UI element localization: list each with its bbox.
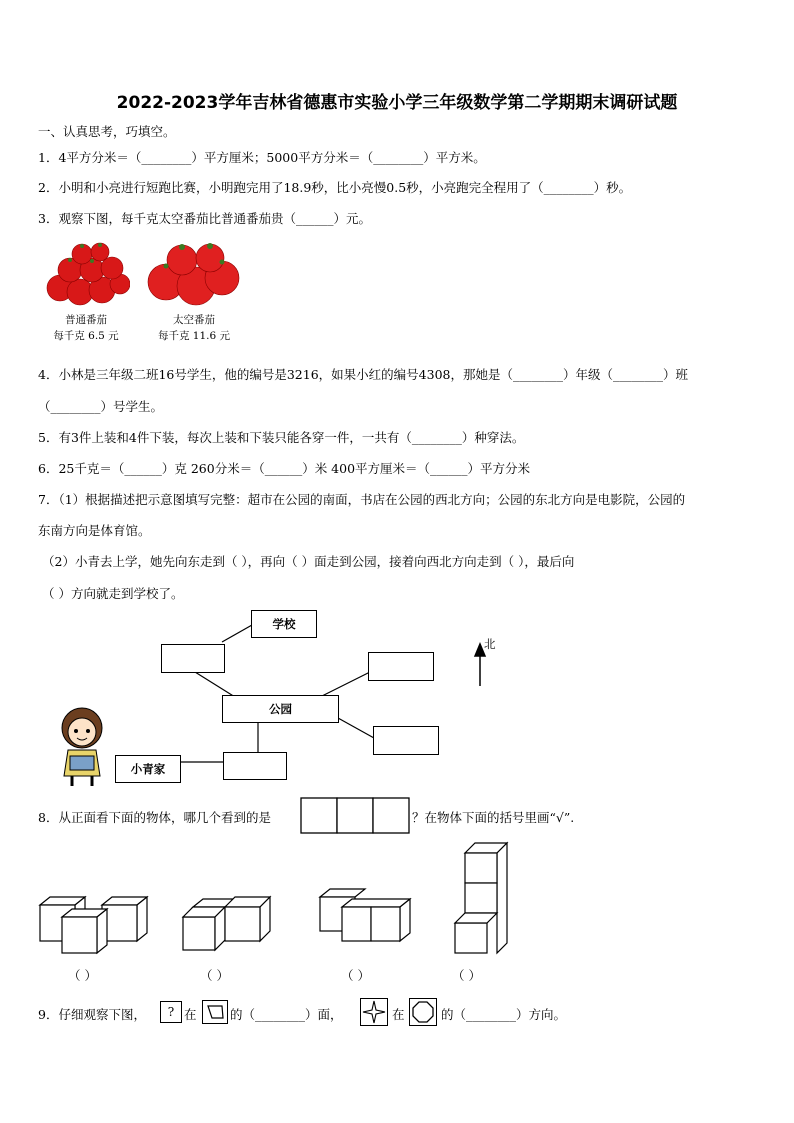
answer-blank-figure-1[interactable]: （ ） [68, 968, 97, 983]
answer-blank-figure-3[interactable]: （ ） [341, 968, 370, 983]
question-4-line2: （________）号学生。 [38, 399, 164, 414]
cube-figures [30, 835, 530, 960]
regular-tomato-image [40, 240, 130, 310]
home-box [115, 755, 181, 783]
question-mark-icon: ? [160, 1001, 182, 1023]
question-6: 6．25千克＝（______）克 260分米＝（______）米 400平方厘米＝（______）平方分米 [38, 461, 531, 476]
page-title: 2022-2023学年吉林省德惠市实验小学三年级数学第二学期期末调研试题 [116, 93, 678, 113]
star-icon [360, 998, 388, 1026]
question-3: 3．观察下图，每千克太空番茄比普通番茄贵（______）元。 [38, 211, 371, 226]
blank-box-southeast[interactable] [373, 726, 439, 755]
space-tomato-image [142, 240, 242, 310]
school-label: 学校 [272, 617, 296, 631]
question-2: 2．小明和小亮进行短跑比赛，小明跑完用了18.9秒，比小亮慢0.5秒，小亮跑完全程用了（________）秒。 [38, 180, 632, 195]
girl-illustration [50, 706, 114, 788]
question-5: 5．有3件上装和4件下装，每次上装和下装只能各穿一件，一共有（________）种穿法。 [38, 430, 525, 445]
octagon-icon [409, 998, 437, 1026]
north-label: 北 [484, 637, 496, 651]
space-tomato-price: 每千克 11.6 元 [157, 330, 231, 342]
question-7-line2: 东南方向是体育馆。 [38, 523, 151, 538]
question-9-word-in-2: 在 [392, 1007, 405, 1022]
park-label: 公园 [269, 702, 292, 716]
question-9-part-e: 的（________）方向。 [441, 1007, 567, 1022]
regular-tomato-price: 每千克 6.5 元 [53, 330, 119, 342]
regular-tomato-name: 普通番茄 [65, 314, 107, 326]
question-1: 1．4平方分米＝（________）平方厘米；5000平方分米＝（________）平方米。 [38, 150, 486, 165]
question-7-line3: （2）小青去上学，她先向东走到（ ），再向（ ）面走到公园，接着向西北方向走到（ ），最后向 [42, 554, 575, 569]
space-tomato-name: 太空番茄 [173, 314, 215, 326]
question-8-prefix: 8．从正面看下面的物体，哪几个看到的是 [38, 810, 271, 825]
answer-blank-figure-2[interactable]: （ ） [200, 968, 229, 983]
school-box [251, 610, 317, 638]
question-4-line1: 4．小林是三年级二班16号学生，他的编号是3216，如果小红的编号4308，那她是（________）年级（________）班 [38, 367, 688, 382]
section-heading: 一、认真思考，巧填空。 [38, 124, 176, 139]
question-7-line1: 7．（1）根据描述把示意图填写完整：超市在公园的南面，书店在公园的西北方向；公园的东北方向是电影院，公园的 [38, 492, 686, 507]
parallelogram-icon [202, 1000, 228, 1024]
blank-box-northwest[interactable] [161, 644, 225, 673]
blank-box-south[interactable] [223, 752, 287, 780]
blank-box-northeast[interactable] [368, 652, 434, 681]
home-label: 小青家 [130, 762, 166, 776]
question-9-prefix: 9．仔细观察下图， [38, 1007, 146, 1022]
question-8-suffix: ？在物体下面的括号里画“√”. [412, 810, 575, 825]
question-9-word-in-1: 在 [184, 1007, 197, 1022]
question-9-part-c: 的（________）面， [230, 1007, 343, 1022]
park-box [222, 695, 339, 723]
answer-blank-figure-4[interactable]: （ ） [452, 968, 481, 983]
front-view-three-squares [300, 797, 410, 835]
question-7-line4: （ ）方向就走到学校了。 [42, 586, 184, 601]
